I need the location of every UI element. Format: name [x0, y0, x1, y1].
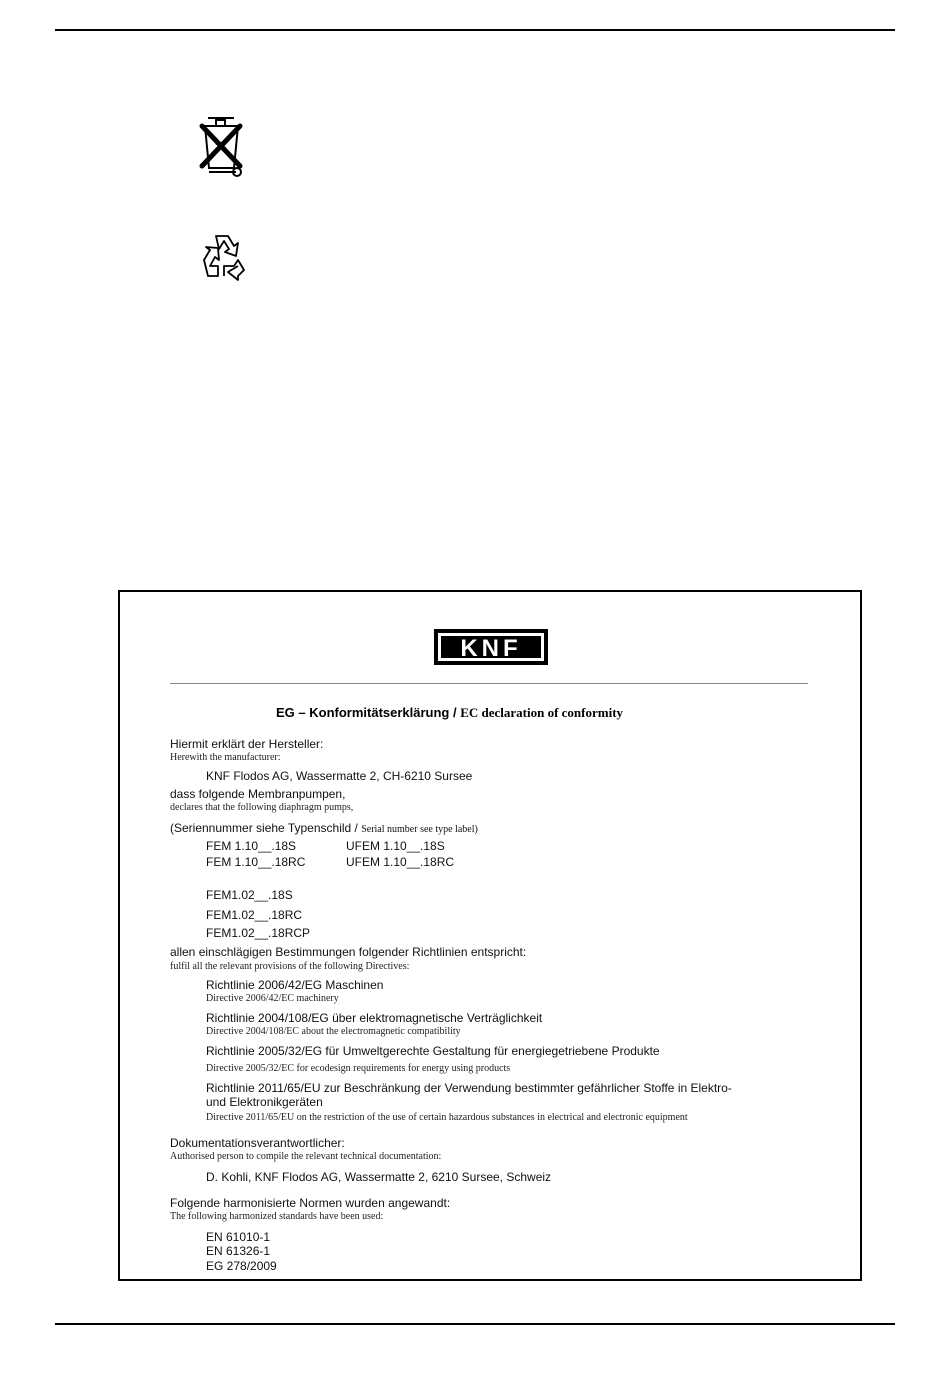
docperson-label-de: Dokumentationsverantwortlicher:	[170, 1136, 345, 1150]
manufacturer-label-en: Herewith the manufacturer:	[170, 752, 281, 763]
directive-de: Richtlinie 2005/32/EG für Umweltgerechte Gestaltung für energiegetriebene Produkte	[206, 1044, 660, 1058]
directive-de-continued: und Elektronikgeräten	[206, 1095, 323, 1109]
crossed-out-wheelie-bin-icon	[194, 114, 248, 180]
logo-divider	[170, 683, 808, 684]
directive-en: Directive 2004/108/EC about the electromagnetic compatibility	[206, 1026, 461, 1037]
pumps-label-en: declares that the following diaphragm pumps,	[170, 802, 354, 813]
bottom-rule	[55, 1323, 895, 1325]
standards-label-en: The following harmonized standards have been used:	[170, 1211, 384, 1222]
directive-de: Richtlinie 2006/42/EG Maschinen	[206, 978, 384, 992]
model-item: FEM1.02__.18RC	[206, 908, 303, 922]
model-item: FEM 1.10__.18S	[206, 839, 297, 853]
docperson-label-en: Authorised person to compile the relevant technical documentation:	[170, 1151, 442, 1162]
standard-item: EN 61326-1	[206, 1244, 271, 1258]
ec-declaration-of-conformity	[118, 590, 862, 1281]
manufacturer-address: KNF Flodos AG, Wassermatte 2, CH-6210 Sursee	[206, 769, 473, 783]
manufacturer-label-de: Hiermit erklärt der Hersteller:	[170, 737, 324, 751]
directive-en: Directive 2006/42/EC machinery	[206, 993, 339, 1004]
top-rule	[55, 29, 895, 31]
provisions-label-en: fulfil all the relevant provisions of the following Directives:	[170, 961, 410, 972]
directive-en: Directive 2005/32/EC for ecodesign requirements for energy using products	[206, 1063, 511, 1074]
declaration-title: EG – Konformitätserklärung / EC declaration of conformity	[276, 705, 624, 720]
recycling-icon	[198, 230, 250, 282]
directive-de: Richtlinie 2004/108/EG über elektromagnetische Verträglichkeit	[206, 1011, 543, 1025]
model-item: FEM1.02__.18RCP	[206, 926, 311, 940]
provisions-label-de: allen einschlägigen Bestimmungen folgender Richtlinien entspricht:	[170, 945, 527, 959]
standards-label-de: Folgende harmonisierte Normen wurden angewandt:	[170, 1196, 451, 1210]
standard-item: EN 61010-1	[206, 1230, 271, 1244]
docperson-name: D. Kohli, KNF Flodos AG, Wassermatte 2, 6210 Sursee, Schweiz	[206, 1170, 552, 1184]
pumps-label-de: dass folgende Membranpumpen,	[170, 787, 346, 801]
svg-text:KNF: KNF	[460, 635, 522, 662]
model-item: UFEM 1.10__.18RC	[346, 855, 455, 869]
model-item: FEM 1.10__.18RC	[206, 855, 306, 869]
directive-de: Richtlinie 2011/65/EU zur Beschränkung der Verwendung bestimmter gefährlicher Stoffe in Elektro-	[206, 1081, 732, 1095]
knf-logo	[434, 629, 548, 665]
model-item: UFEM 1.10__.18S	[346, 839, 445, 853]
model-item: FEM1.02__.18S	[206, 888, 293, 902]
serial-note: (Seriennummer siehe Typenschild / Serial number see type label)	[170, 821, 478, 835]
directive-en: Directive 2011/65/EU on the restriction of the use of certain hazardous substances in electrical and electronic equipment	[206, 1112, 688, 1123]
standard-item: EG 278/2009	[206, 1259, 277, 1273]
